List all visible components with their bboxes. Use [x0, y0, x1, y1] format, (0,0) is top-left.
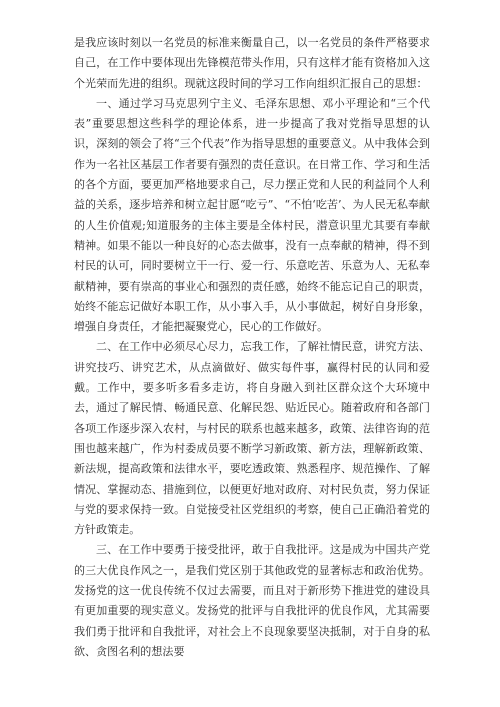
paragraph-section-2: 二、在工作中必须尽心尽力，忘我工作，了解社情民意，讲究方法、讲究技巧、讲究艺术，从点滴做好、做实每件事，赢得村民的认同和爱戴。工作中，要多听多看多走访，将自身融入到社区群众这个大环境中去，通过了解民情、畅通民意、化解民怨、贴近民心。随着政府和各部门各项工作逐步深入农村，与村民的联系也越来越多，政策、法律咨询的范围也越来越广，作为村委成员要不断学习新政策、新方法，理解新政策、新法规，提高政策和法律水平，要吃透政策、熟悉程序、规范操作、了解情况、掌握动态、措施到位，以便更好地对政府、对村民负责，努力保证与党的要求保持一致。自觉接受社区党组织的考察，使自己正确沿着党的方针政策走。	[74, 340, 430, 537]
paragraph-section-3: 三、在工作中要勇于接受批评，敢于自我批评。这是成为中国共产党的三大优良作风之一，是我们党区别于其他政党的显著标志和政治优势。发扬党的这一优良传统不仅过去需要，而且对于新形势下推进党的建设具有更加重要的现实意义。发扬党的批评与自我批评的优良作风，尤其需要我们勇于批评和自我批评，对社会上不良现象要坚决抵制，对于自身的私欲、贪图名利的想法要	[74, 543, 430, 658]
paragraph-intro: 是我应该时刻以一名党员的标准来衡量自己，以一名党员的条件严格要求自己，在工作中要体现出先锋模范带头作用，只有这样才能有资格加入这个光荣而先进的组织。现就这段时间的学习工作向组织汇报自己的思想：	[74, 36, 430, 90]
document-page	[74, 33, 430, 662]
paragraph-section-1: 一、通过学习马克思列宁主义、毛泽东思想、邓小平理论和“三个代表”重要思想这些科学的理论体系，进一步提高了我对党指导思想的认识，深刻的领会了将“三个代表”作为指导思想的重要意义。从中我体会到作为一名社区基层工作者要有强烈的责任意识。在日常工作、学习和生活的各个方面，要更加严格地要求自己，尽力摆正党和人民的利益同个人利益的关系，逐步培养和树立起甘愿“吃亏”、“不怕‘吃苦’、为人民无私奉献的人生价值观;知道服务的主体主要是全体村民，潜意识里尤其要有奉献精神。如果不能以一种良好的心态去做事，没有一点奉献的精神，得不到村民的认可，同时要树立干一行、爱一行、乐意吃苦、乐意为人、无私奉献精神，要有崇高的事业心和强烈的责任感，始终不能忘记自己的职责，始终不能忘记做好本职工作，从小事入手，从小事做起，树好自身形象，增强自身责任，才能把凝聚党心，民心的工作做好。	[74, 96, 430, 334]
